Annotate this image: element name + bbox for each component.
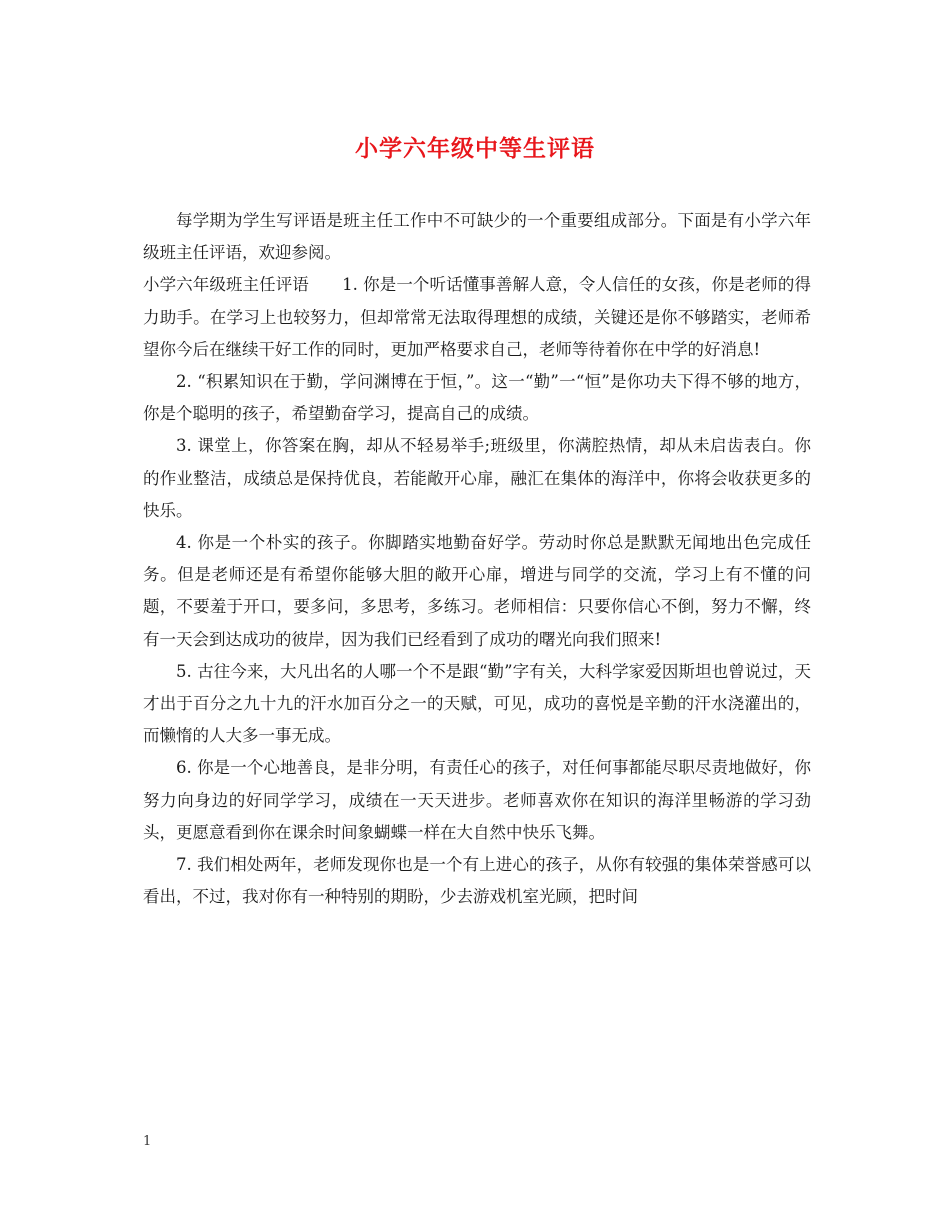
comment-paragraph-6: 6. 你是一个心地善良，是非分明，有责任心的孩子，对任何事都能尽职尽责地做好，你努力向身边的好同学学习，成绩在一天天进步。老师喜欢你在知识的海洋里畅游的学习劲头，更愿意看到你在课余时间象蝴蝶一样在大自然中快乐飞舞。: [143, 758, 811, 842]
comment-paragraph-4: 4. 你是一个朴实的孩子。你脚踏实地勤奋好学。劳动时你总是默默无闻地出色完成任务。但是老师还是有希望你能够大胆的敞开心扉，增进与同学的交流，学习上有不懂的问题，不要羞于开口，要多问，多思考，多练习。老师相信：只要你信心不倒，努力不懈，终有一天会到达成功的彼岸，因为我们已经看到了成功的曙光向我们照来!: [143, 533, 811, 649]
comment-paragraph-3: 3. 课堂上，你答案在胸，却从不轻易举手;班级里，你满腔热情，却从未启齿表白。你的作业整洁，成绩总是保持优良，若能敞开心扉，融汇在集体的海洋中，你将会收获更多的快乐。: [143, 436, 811, 520]
document-body: [143, 205, 811, 913]
page-number: 1: [143, 1134, 152, 1149]
comment-paragraph-2: 2. “积累知识在于勤，学问渊博在于恒，”。这一“勤”一“恒”是你功夫下得不够的地方，你是个聪明的孩子，希望勤奋学习，提高自己的成绩。: [143, 372, 811, 424]
comment-paragraph-5: 5. 古往今来，大凡出名的人哪一个不是跟“勤”字有关，大科学家爱因斯坦也曾说过，天才出于百分之九十九的汗水加百分之一的天赋，可见，成功的喜悦是辛勤的汗水浇灌出的，而懒惰的人大多一事无成。: [143, 661, 811, 746]
document-title: 小学六年级中等生评语: [355, 136, 595, 162]
intro-paragraph: 每学期为学生写评语是班主任工作中不可缺少的一个重要组成部分。下面是有小学六年级班主任评语，欢迎参阅。: [143, 211, 811, 263]
comment-paragraph-7: 7. 我们相处两年，老师发现你也是一个有上进心的孩子，从你有较强的集体荣誉感可以看出，不过，我对你有一种特别的期盼，少去游戏机室光顾，把时间: [143, 855, 811, 907]
comment-paragraph-1: 小学六年级班主任评语 1. 你是一个听话懂事善解人意，令人信任的女孩，你是老师的得力助手。在学习上也较努力，但却常常无法取得理想的成绩，关键还是你不够踏实，老师希望你今后在继续干好工作的同时，更加严格要求自己，老师等待着你在中学的好消息!: [143, 275, 811, 359]
